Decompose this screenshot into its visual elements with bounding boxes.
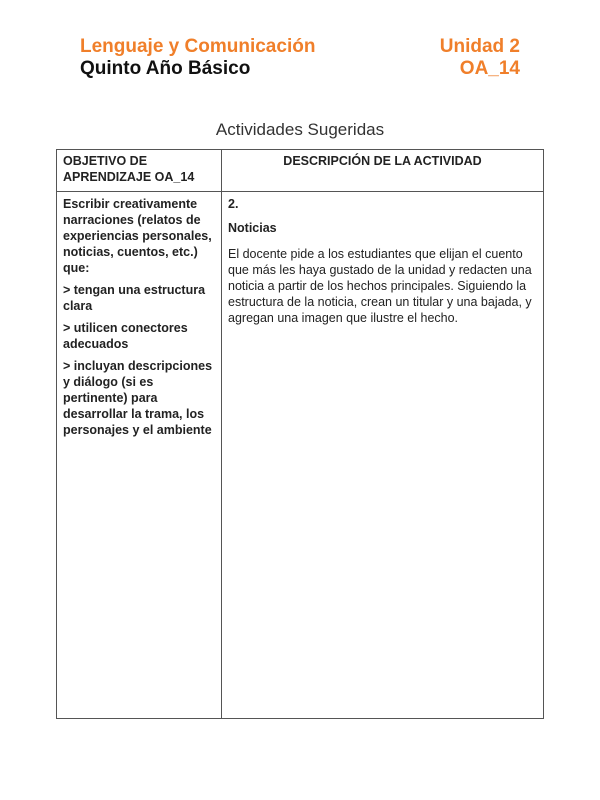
unit-label: Unidad 2	[439, 36, 520, 57]
activity-description: El docente pide a los estudiantes que elijan el cuento que más les haya gustado de la unidad y redacten una noticia a partir de los hechos principales. Siguiendo la estructura de la noticia, crean un titular y una bajada, y agregan una imagen que ilustre el hecho.	[228, 247, 532, 325]
objective-code: OA_14	[459, 58, 520, 79]
objective-column-header: OBJETIVO DE APRENDIZAJE OA_14	[57, 150, 222, 192]
objective-criterion-connectors: > utilicen conectores adecuados	[63, 321, 188, 351]
subject-title: Lenguaje y Comunicación	[80, 36, 316, 57]
objective-statement: Escribir creativamente narraciones (relatos de experiencias personales, noticias, cuentos, etc.) que:	[63, 197, 212, 275]
page-title: Actividades Sugeridas	[215, 120, 385, 139]
description-column-header: DESCRIPCIÓN DE LA ACTIVIDAD	[222, 150, 543, 192]
objective-criterion-descriptions: > incluyan descripciones y diálogo (si es pertinente) para desarrollar la trama, los personajes y el ambiente	[63, 359, 213, 437]
activity-number: 2.	[228, 197, 239, 211]
activity-title: Noticias	[228, 221, 277, 235]
header-left	[80, 36, 315, 80]
header-right	[440, 36, 520, 80]
activities-table	[56, 149, 544, 719]
objective-cell	[57, 192, 222, 718]
grade-title: Quinto Año Básico	[80, 58, 251, 79]
objective-criterion-structure: > tengan una estructura clara	[63, 283, 206, 313]
activity-cell	[222, 192, 543, 718]
